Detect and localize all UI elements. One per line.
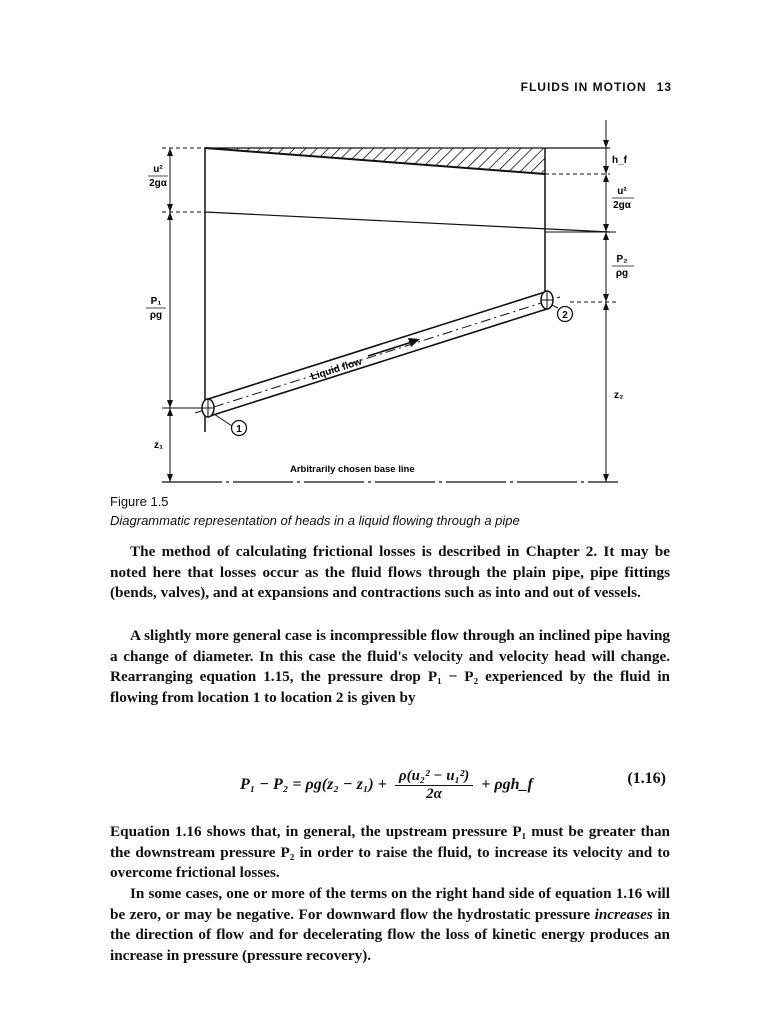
equation-tail: + ρgh_f [481, 776, 533, 794]
point-2-marker [552, 305, 573, 322]
label-elevation-right: z₂ [614, 390, 624, 401]
paragraph-4-part-a: In some cases, one or more of the terms on the right hand side of equation 1.16 will be zero, or may be negative. For downward flow the hydrostatic pressure [110, 885, 670, 923]
svg-text:u²: u² [617, 186, 627, 197]
svg-text:2gα: 2gα [149, 178, 167, 189]
paragraph-3: Equation 1.16 shows that, in general, the upstream pressure P₁ must be greater than the downstream pressure P₂ in order to raise the fluid, to increase its velocity and to overcome frictional losses. [110, 823, 670, 882]
caption-text: Diagrammatic representation of heads in a liquid flowing through a pipe [110, 513, 520, 528]
hydraulic-grade-line [205, 212, 610, 232]
paragraph-4-emphasis: increases [594, 905, 653, 923]
svg-text:2gα: 2gα [613, 200, 631, 211]
svg-text:P₂: P₂ [616, 254, 628, 265]
equation-number: (1.16) [627, 770, 666, 787]
equation-fraction [395, 768, 473, 803]
label-velocity-head-left [148, 164, 168, 189]
svg-text:u²: u² [153, 164, 163, 175]
point-1-marker [214, 414, 247, 436]
svg-text:P₁: P₁ [150, 296, 162, 307]
caption-title: Figure 1.5 [110, 494, 169, 509]
heads-diagram [140, 110, 640, 490]
label-pressure-head-left [146, 296, 166, 321]
fraction-numerator: ρ(u₂² − u₁²) [395, 768, 473, 786]
label-pressure-head-right [612, 254, 634, 279]
svg-text:2: 2 [562, 310, 568, 321]
label-base-line: Arbitrarily chosen base line [290, 464, 415, 475]
figure-caption [110, 492, 670, 530]
svg-text:ρg: ρg [615, 268, 629, 279]
label-elevation-left: z₁ [154, 440, 164, 451]
paragraph-4 [110, 884, 670, 966]
fraction-denominator: 2α [426, 786, 442, 802]
page-number: 13 [656, 80, 672, 94]
label-liquid-flow: Liquid flow [309, 356, 364, 383]
paragraph-1: The method of calculating frictional losses is described in Chapter 2. It may be noted here that losses occur as the fluid flows through the plain pipe, pipe fittings (bends, valves), and at expansions and contractions such as into and out of vessels. [110, 543, 670, 602]
svg-text:1: 1 [236, 424, 242, 435]
label-velocity-head-right [612, 186, 634, 211]
label-friction-head: h_f [612, 155, 627, 166]
equation-lhs: P₁ − P₂ = ρg(z₂ − z₁) + [240, 776, 387, 794]
equation-1-16 [110, 758, 670, 806]
header-title: FLUIDS IN MOTION [520, 80, 647, 94]
paragraph-2: A slightly more general case is incompressible flow through an inclined pipe having a change of diameter. In this case the fluid's velocity and velocity head will change. Rearranging equation 1.15, the pressure drop P₁ − P₂ experienced by the fluid in flowing from location 1 to location 2 is given by [110, 627, 670, 706]
svg-text:ρg: ρg [149, 310, 163, 321]
paragraph-4-part-b: in the direction of flow and for decelerating flow the loss of kinetic energy produces an increase in pressure (pressure recovery). [110, 905, 671, 964]
inclined-pipe [195, 291, 560, 417]
running-header [0, 80, 672, 94]
